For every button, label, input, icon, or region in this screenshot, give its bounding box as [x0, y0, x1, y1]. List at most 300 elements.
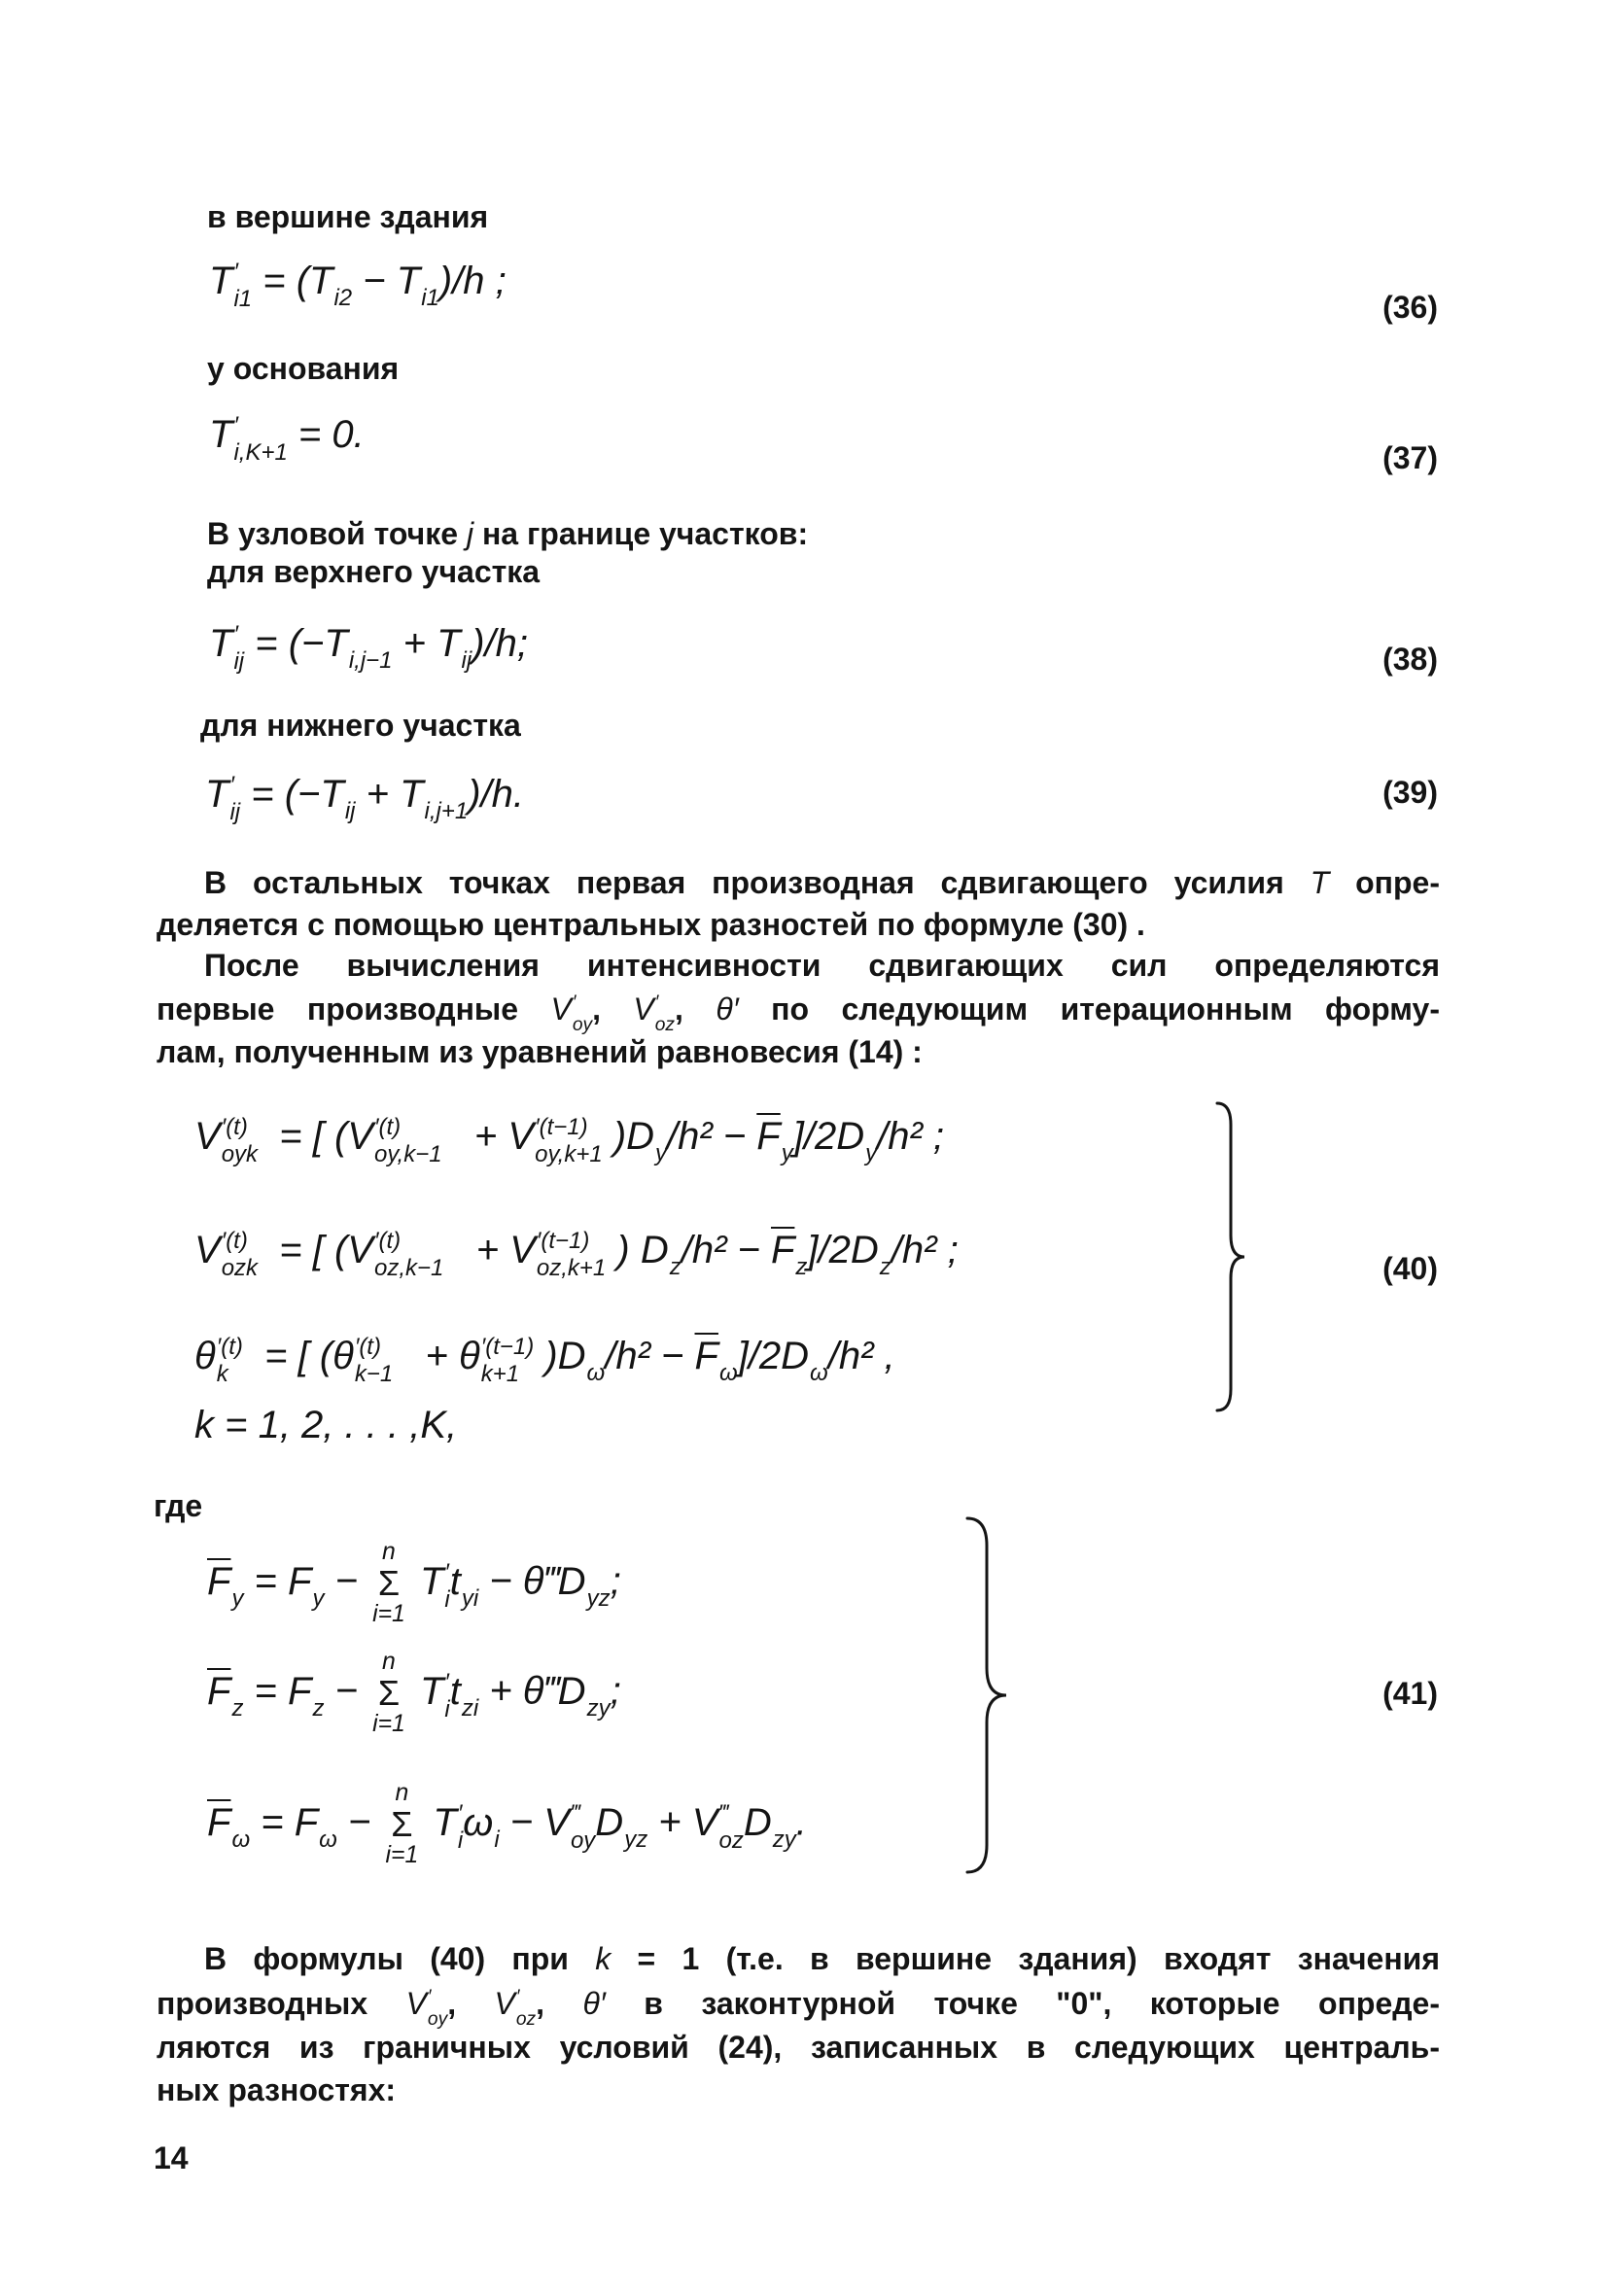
math-base: D [836, 1114, 865, 1158]
superscript: ′(t−1) [535, 1114, 588, 1141]
math-base: T [209, 412, 233, 456]
subscript: i,K+1 [233, 438, 288, 466]
math-base: V [405, 1986, 427, 2021]
text-run: + [393, 1334, 459, 1377]
subscript: zy [586, 1694, 611, 1722]
subscript: ω [718, 1359, 738, 1386]
math-base: ω [463, 1800, 494, 1844]
script-stack [655, 1140, 667, 1167]
math-symbol [396, 259, 439, 311]
math-base: T [209, 259, 233, 302]
superscript: ′ [233, 412, 238, 439]
text-run: = [243, 1559, 289, 1603]
text-run: . [795, 1800, 807, 1844]
text-run: В узловой точке [207, 516, 467, 551]
script-stack [222, 1228, 258, 1281]
math-base: θ [459, 1334, 480, 1377]
math-base: $\overline{F}$ [207, 1800, 231, 1844]
equation-41-expression [207, 1650, 621, 1737]
subscript: k−1 [354, 1360, 394, 1387]
superscript: ′ [233, 259, 238, 286]
math-symbol [557, 1669, 611, 1722]
script-stack [229, 772, 240, 825]
math-symbol [557, 1559, 611, 1612]
script-stack [535, 1114, 603, 1167]
subscript: oy,k+1 [535, 1140, 603, 1167]
script-stack [718, 1800, 743, 1854]
subscript: z [795, 1253, 808, 1280]
equation-41-line-2 [207, 1640, 621, 1747]
math-symbol [405, 1986, 448, 2030]
text-run: + [443, 1228, 510, 1271]
equation-37-number: (37) [1382, 440, 1438, 475]
script-stack [345, 798, 356, 825]
math-symbol [550, 991, 593, 1035]
text-run: − [352, 259, 397, 302]
superscript: ′ [572, 992, 577, 1014]
math-symbol [595, 1941, 611, 1976]
text-run: = 0. [287, 412, 365, 456]
sum-upper-limit: n [382, 1649, 396, 1676]
math-base: D [557, 1334, 586, 1377]
math-base: F [288, 1669, 312, 1713]
superscript: ′ [233, 621, 238, 648]
math-symbol [463, 1800, 500, 1853]
subscript: zy [772, 1826, 796, 1853]
math-symbol [209, 621, 245, 675]
text-run: )/h; [472, 621, 529, 665]
math-base: F [294, 1800, 319, 1844]
script-stack [573, 992, 592, 1035]
text-run: /h² , [827, 1334, 895, 1377]
superscript: ‴ [570, 1800, 579, 1827]
text-run: После вычисления интенсивности сдвигающих сил определяются [204, 948, 1440, 983]
math-base: k [595, 1941, 612, 1976]
script-stack [374, 1114, 442, 1167]
math-symbol [294, 1800, 337, 1853]
math-base: D [781, 1334, 810, 1377]
math-base: V [633, 991, 654, 1026]
math-symbol [449, 1559, 479, 1612]
text-run: деляется с помощью центральных разностей по формуле (30) . [157, 907, 1145, 942]
text-run: В формулы (40) при [204, 1941, 596, 1976]
subscript: z [669, 1253, 682, 1280]
text-run: + [392, 621, 437, 665]
caption-node-point [207, 514, 808, 553]
text-run: ; [610, 1669, 621, 1713]
paragraph-line [157, 905, 1145, 944]
text-run: = [250, 1800, 295, 1844]
equation-40-line-2 [194, 1215, 959, 1293]
superscript: ′(t−1) [536, 1228, 590, 1255]
script-stack [571, 1800, 595, 1854]
text-run: = (− [240, 772, 321, 816]
text-run: ) [602, 1114, 627, 1158]
math-symbol [449, 1669, 479, 1722]
equation-41-expression [207, 1781, 807, 1868]
text-run: )/h. [468, 772, 525, 816]
equation-40-line-1 [194, 1101, 944, 1179]
subscript: ij [229, 798, 241, 825]
subscript: ω [586, 1359, 606, 1386]
equation-41-line-3 [207, 1771, 807, 1878]
superscript: ′(t) [373, 1228, 402, 1255]
subscript: z [879, 1253, 891, 1280]
math-symbol [633, 991, 676, 1035]
text-run: ) [606, 1228, 641, 1271]
math-base: T [209, 621, 233, 665]
math-base: $\overline{F}$ [756, 1114, 781, 1158]
text-run: ных разностях: [157, 2072, 397, 2107]
math-base: T [396, 259, 421, 302]
text-run: , [592, 991, 634, 1026]
math-symbol [347, 1114, 442, 1167]
math-symbol [595, 1800, 648, 1853]
superscript: ′ [457, 1800, 463, 1827]
sum-upper-limit: n [382, 1539, 396, 1566]
math-symbol [419, 1559, 450, 1613]
subscript: ozk [221, 1254, 259, 1281]
text-run: = 1 (т.е. в вершине здания) входят значения [611, 1941, 1440, 1976]
text-run: k = 1, 2, . . . ,K, [194, 1404, 458, 1446]
subscript: oz,k+1 [536, 1254, 607, 1281]
subscript: oyk [221, 1140, 259, 1167]
math-symbol [694, 1334, 738, 1386]
text-run: = (− [244, 621, 325, 665]
math-symbol [781, 1334, 828, 1386]
math-symbol [209, 412, 288, 466]
caption-at-base: у основания [207, 351, 400, 386]
script-stack [537, 1228, 606, 1281]
math-base: D [626, 1114, 655, 1158]
script-stack [312, 1585, 324, 1613]
text-run: в законтурной точке "0", которые опреде- [605, 1986, 1441, 2021]
script-stack [516, 1987, 536, 2030]
equation-41-number: (41) [1382, 1676, 1438, 1711]
subscript: yi [461, 1584, 479, 1612]
math-symbol [743, 1800, 796, 1853]
paragraph-line [157, 1032, 923, 1071]
script-stack [462, 1695, 478, 1722]
equation-36-expression [209, 258, 507, 313]
script-stack [231, 1585, 243, 1613]
script-stack [233, 259, 252, 312]
math-base: $\overline{F}$ [207, 1559, 231, 1603]
math-base: θ [332, 1334, 354, 1377]
paragraph-line [157, 1984, 1441, 2030]
text-run: по следующим итерационным форму- [738, 991, 1440, 1026]
script-stack [462, 1585, 478, 1613]
math-base: T [205, 772, 229, 816]
math-base: T [419, 1669, 444, 1713]
math-symbol [850, 1228, 891, 1280]
superscript: ′(t) [373, 1114, 402, 1141]
sigma-symbol: Σ [377, 1563, 401, 1604]
text-run: /h² − [681, 1228, 771, 1271]
equation-41-brace [967, 1518, 1006, 1872]
math-symbol [716, 991, 738, 1026]
math-symbol [320, 772, 356, 824]
math-symbol [309, 259, 353, 311]
superscript: ‴ [718, 1800, 727, 1827]
equation-39 [205, 764, 524, 832]
text-run: /h² ; [877, 1114, 945, 1158]
subscript: i1 [421, 284, 439, 311]
script-stack [421, 285, 439, 312]
math-base: j [466, 516, 474, 551]
math-base: $\overline{F}$ [207, 1669, 231, 1713]
sigma-symbol: Σ [391, 1804, 413, 1845]
script-stack [670, 1254, 682, 1281]
text-run: ]/2 [737, 1334, 782, 1377]
math-symbol [194, 1334, 243, 1387]
text-run: на границе участков: [473, 516, 809, 551]
text-run [409, 1670, 420, 1713]
math-symbol [437, 621, 472, 674]
superscript: ′(t) [221, 1228, 248, 1255]
text-run: )/h ; [438, 259, 507, 302]
text-run: = [ ( [242, 1334, 333, 1377]
script-stack [312, 1695, 324, 1722]
math-base: D [595, 1800, 624, 1844]
text-run: + [355, 772, 401, 816]
subscript: y [231, 1584, 244, 1612]
math-symbol [1311, 865, 1330, 900]
script-stack [655, 992, 675, 1035]
math-base: T [324, 621, 348, 665]
math-symbol [836, 1114, 878, 1166]
subscript: k+1 [480, 1360, 520, 1387]
subscript: oz [718, 1826, 744, 1854]
math-symbol [419, 1669, 450, 1722]
math-base: D [557, 1559, 586, 1603]
superscript: ′ [515, 1987, 520, 2008]
paragraph-line [157, 990, 1440, 1035]
text-run: − [499, 1800, 544, 1844]
script-stack [795, 1254, 807, 1281]
superscript: ′(t−1) [480, 1334, 535, 1361]
math-base: θ′ [582, 1986, 606, 2021]
equation-40-expression [194, 1402, 457, 1448]
script-stack [233, 412, 287, 466]
paragraph-line [204, 863, 1440, 902]
math-base: $\overline{F}$ [694, 1334, 718, 1377]
subscript: i [457, 1826, 464, 1854]
summation [385, 1781, 418, 1868]
equation-40-line-4 [194, 1386, 457, 1464]
sum-lower-limit: i=1 [372, 1710, 405, 1737]
script-stack [231, 1826, 250, 1854]
script-stack [865, 1140, 877, 1167]
script-stack [319, 1826, 337, 1854]
text-run: − [324, 1669, 369, 1713]
text-run: + [441, 1114, 508, 1158]
text-run: ]/2 [792, 1114, 837, 1158]
subscript: i,j+1 [424, 797, 469, 824]
subscript: oy [427, 2008, 448, 2030]
script-stack [374, 1228, 443, 1281]
script-stack [355, 1334, 393, 1387]
caption-lower-section: для нижнего участка [200, 708, 521, 743]
text-run: = ( [252, 259, 310, 302]
summation [372, 1650, 405, 1737]
math-symbol [194, 1228, 259, 1281]
text-run [409, 1560, 420, 1603]
math-base: t [449, 1669, 461, 1713]
math-symbol [494, 1986, 537, 2030]
text-run: , [447, 1986, 495, 2021]
text-run: = [ ( [258, 1228, 348, 1271]
math-base: V [550, 991, 572, 1026]
superscript: ′(t) [354, 1334, 381, 1361]
text-run: опре- [1329, 865, 1441, 900]
script-stack [810, 1360, 828, 1387]
text-run: = [243, 1669, 289, 1713]
text-run: , [536, 1986, 583, 2021]
text-run: /h² ; [891, 1228, 959, 1271]
subscript: ij [233, 647, 245, 675]
math-base: V [194, 1228, 221, 1271]
math-base: θ [194, 1334, 216, 1377]
text-run: производных [157, 1986, 406, 2021]
script-stack [587, 1695, 611, 1722]
equation-40-brace [1217, 1103, 1244, 1410]
equation-37-expression [209, 411, 365, 467]
superscript: ′ [654, 992, 659, 1014]
text-run: лам, полученным из уравнений равновесия (14) : [157, 1034, 923, 1069]
script-stack [233, 621, 244, 675]
subscript: yz [624, 1826, 648, 1853]
math-base: D [850, 1228, 879, 1271]
subscript: ω [319, 1826, 337, 1853]
equation-38 [209, 613, 528, 681]
sigma-symbol: Σ [377, 1673, 401, 1714]
superscript: ′ [444, 1559, 449, 1586]
math-base: V [509, 1228, 536, 1271]
superscript: ′ [444, 1669, 449, 1696]
math-base: T [419, 1559, 444, 1603]
script-stack [425, 798, 469, 825]
text-run: ]/2 [807, 1228, 851, 1271]
math-symbol [557, 1334, 606, 1386]
script-stack [719, 1360, 738, 1387]
caption-upper-section: для верхнего участка [207, 554, 541, 589]
subscript: oz [654, 1014, 676, 1035]
text-run: , [675, 991, 717, 1026]
math-symbol [770, 1228, 808, 1280]
text-run: − [324, 1559, 369, 1603]
script-stack [349, 647, 393, 675]
script-stack [587, 1585, 611, 1613]
subscript: i [444, 1585, 450, 1613]
math-base: V [347, 1228, 373, 1271]
subscript: z [312, 1694, 325, 1722]
subscript: oz [515, 2008, 537, 2030]
math-symbol [626, 1114, 668, 1166]
math-symbol [324, 621, 393, 674]
text-run: − [336, 1800, 382, 1844]
text-run: ) [534, 1334, 558, 1377]
math-symbol [509, 1228, 607, 1281]
math-symbol [194, 1114, 259, 1167]
superscript: ′(t) [221, 1114, 248, 1141]
subscript: oy,k−1 [373, 1140, 442, 1167]
math-symbol [543, 1800, 596, 1854]
equation-40-expression [194, 1333, 895, 1388]
text-run: + [647, 1800, 692, 1844]
math-symbol [205, 772, 241, 825]
subscript: i,j−1 [348, 646, 393, 674]
subscript: i1 [233, 285, 253, 312]
subscript: ω [231, 1826, 251, 1853]
script-stack [782, 1140, 793, 1167]
equation-40-number: (40) [1382, 1251, 1438, 1286]
equation-41-line-1 [207, 1530, 621, 1637]
script-stack [587, 1360, 606, 1387]
math-base: T [433, 1800, 457, 1844]
equation-40-expression [194, 1227, 959, 1282]
math-base: V [691, 1800, 718, 1844]
math-base: D [557, 1669, 586, 1713]
math-base: V [543, 1800, 570, 1844]
caption-where: где [154, 1488, 203, 1523]
math-symbol [756, 1114, 793, 1166]
text-run: + θ‴ [478, 1669, 558, 1713]
math-base: T [1310, 865, 1330, 900]
math-base: V [494, 1986, 515, 2021]
math-base: $\overline{F}$ [770, 1228, 795, 1271]
text-run: − θ‴ [478, 1559, 558, 1603]
math-base: T [400, 772, 424, 816]
math-symbol [209, 259, 253, 312]
math-symbol [459, 1334, 535, 1387]
page-number: 14 [154, 2140, 189, 2175]
subscript: z [231, 1694, 244, 1722]
text-run: ляются из граничных условий (24), записанных в следующих централь- [157, 2030, 1440, 2065]
math-symbol [433, 1800, 464, 1854]
script-stack [333, 285, 352, 312]
superscript: ′(t) [216, 1334, 243, 1361]
script-stack [462, 647, 472, 675]
script-stack [624, 1826, 647, 1854]
subscript: k [216, 1360, 228, 1387]
equation-39-number: (39) [1382, 775, 1438, 810]
subscript: yz [586, 1584, 611, 1612]
equation-40-expression [194, 1113, 944, 1168]
equation-39-expression [205, 771, 524, 826]
math-symbol [288, 1559, 325, 1612]
paragraph-line [157, 2070, 396, 2109]
paragraph-line [204, 1939, 1440, 1978]
text-run: /h² − [667, 1114, 757, 1158]
equation-36-number: (36) [1382, 290, 1438, 325]
subscript: oy [570, 1826, 596, 1854]
math-base: V [347, 1114, 373, 1158]
math-symbol [582, 1986, 605, 2021]
sum-upper-limit: n [395, 1780, 409, 1807]
script-stack [231, 1695, 243, 1722]
subscript: y [865, 1139, 878, 1166]
text-run: первые производные [157, 991, 551, 1026]
math-base: T [437, 621, 461, 665]
math-symbol [207, 1800, 251, 1853]
subscript: y [781, 1139, 793, 1166]
math-symbol [467, 516, 473, 551]
subscript: y [655, 1139, 668, 1166]
math-base: D [640, 1228, 669, 1271]
math-base: D [743, 1800, 772, 1844]
subscript: ij [461, 646, 472, 674]
